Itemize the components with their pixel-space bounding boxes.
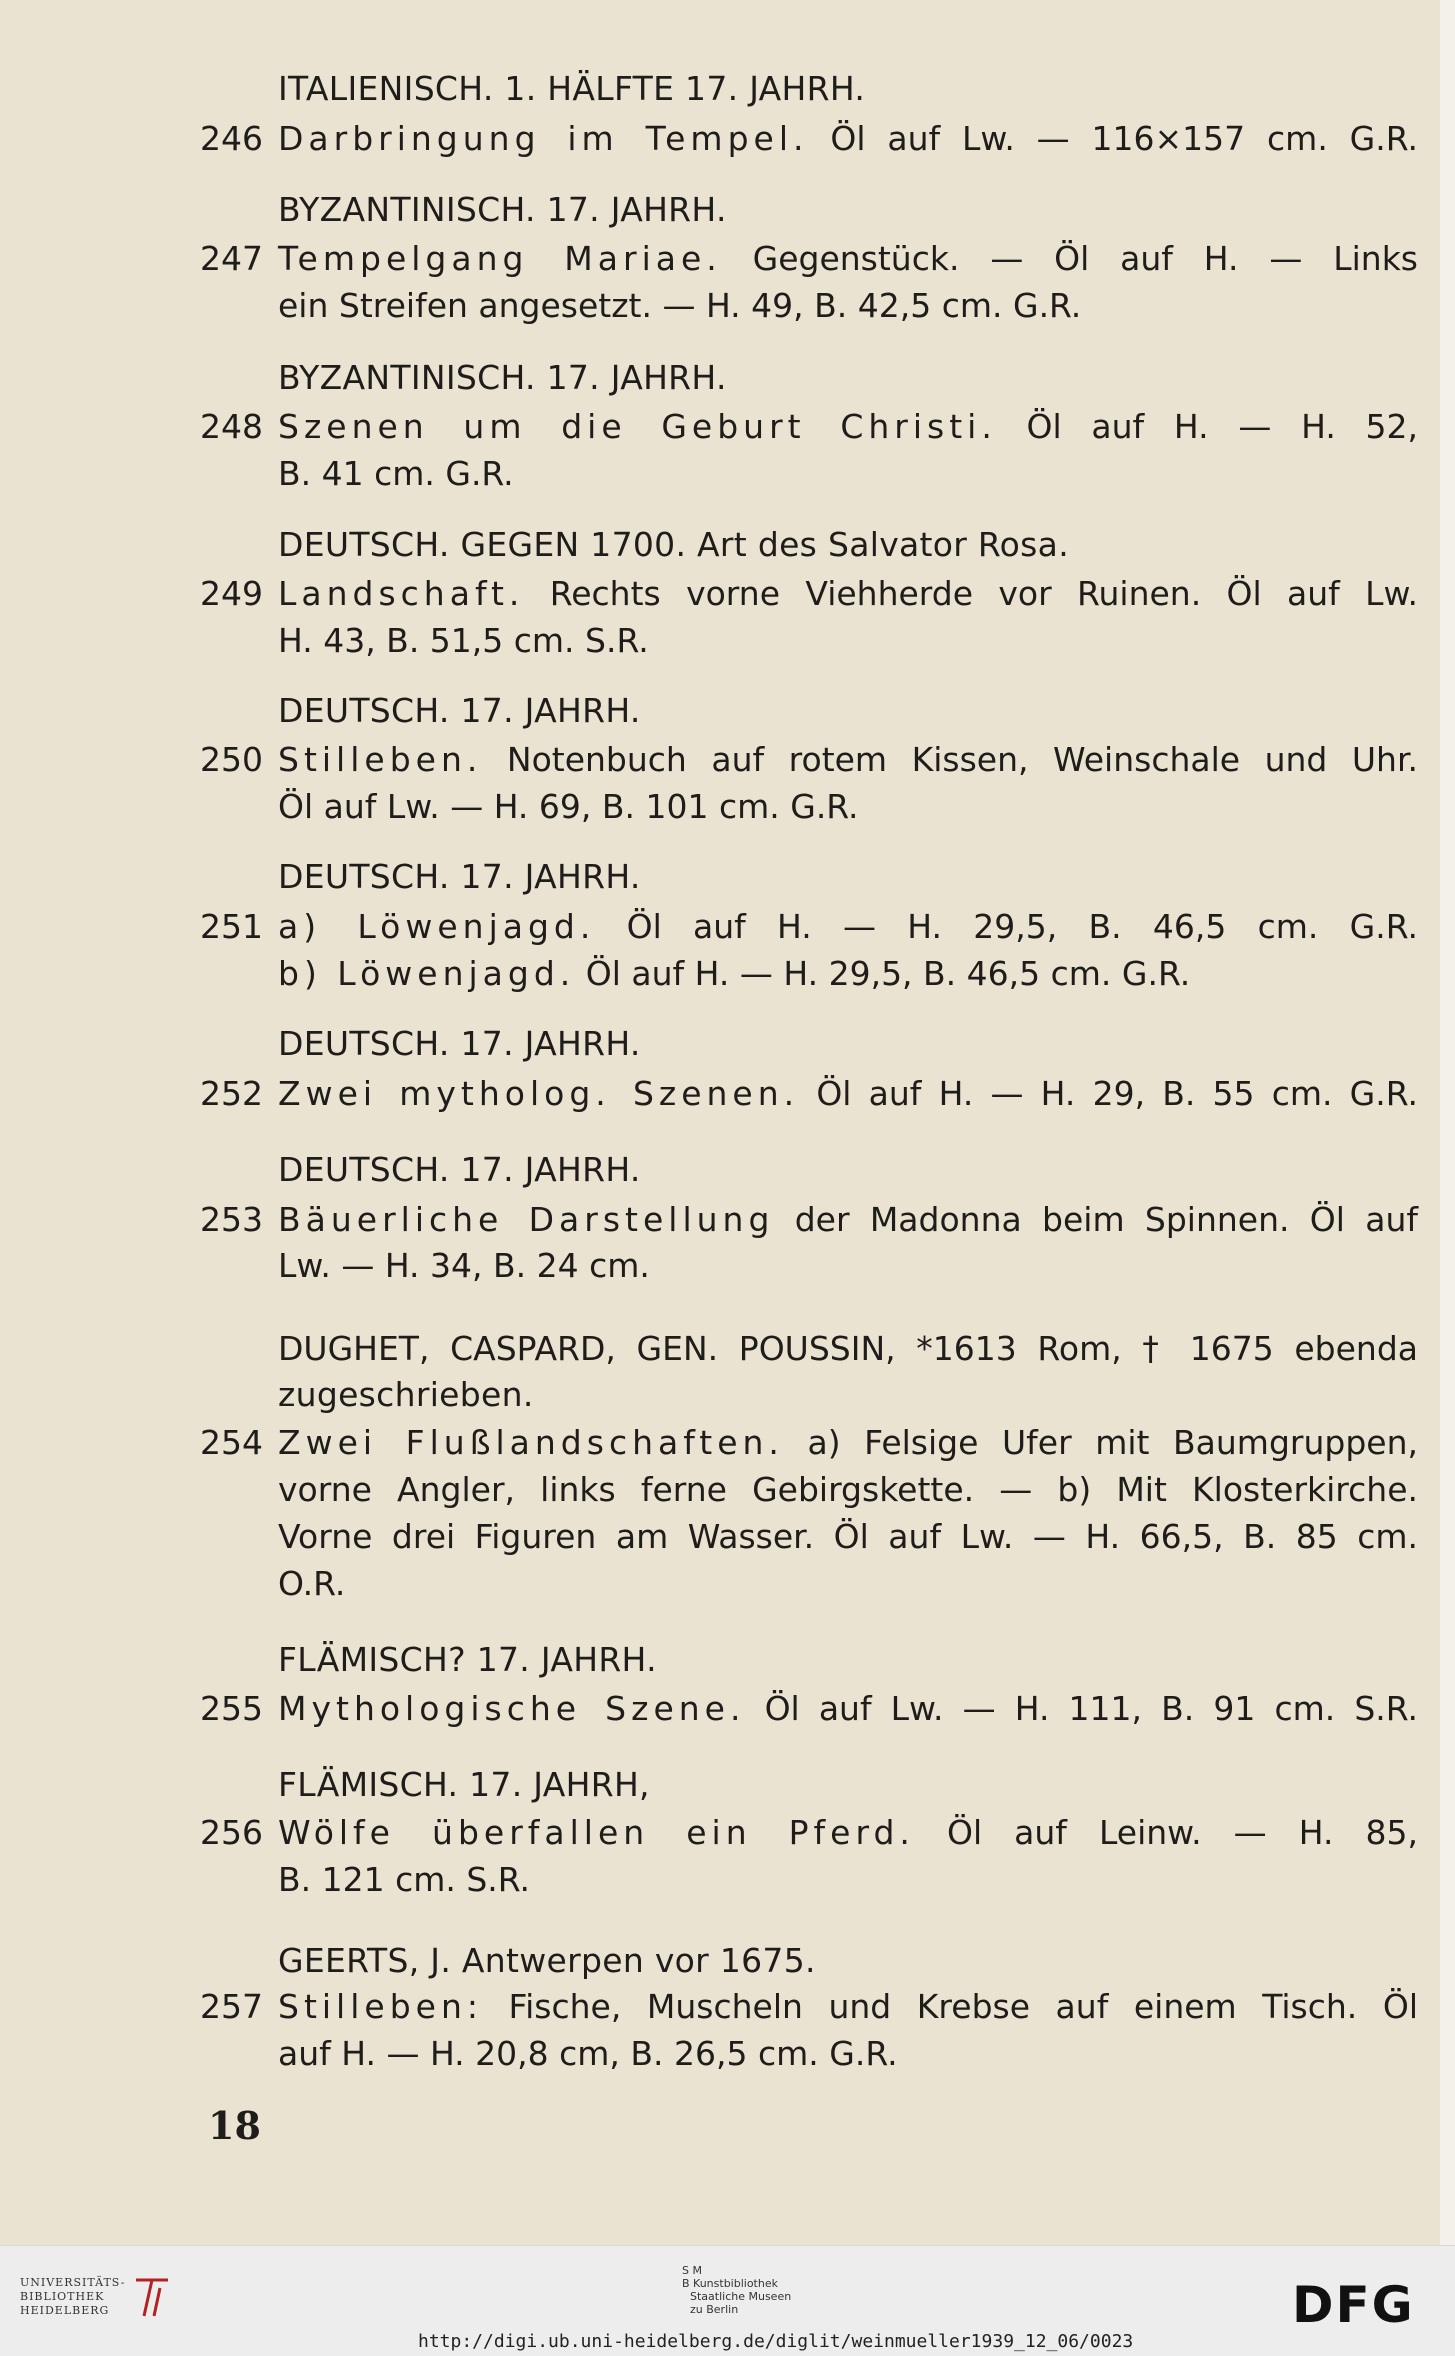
entry-title: a) Löwenjagd.	[278, 907, 596, 946]
entry-heading-continued: zugeschrieben.	[278, 1375, 534, 1414]
logo-text-line: B Kunstbibliothek	[682, 2277, 778, 2290]
entry-description: Öl auf H. — H. 52,	[996, 407, 1419, 446]
entry-line	[278, 1810, 1418, 1856]
entry-number: 252	[200, 1074, 263, 1113]
entry-line	[278, 737, 1418, 783]
entry-description: Öl auf Lw. — H. 69, B. 101 cm. G.R.	[278, 787, 859, 826]
logo-text-line: Staatliche Museen	[690, 2290, 792, 2303]
entry-title: Bäuerliche Darstellung	[278, 1200, 775, 1239]
entry-title: Darbringung im Tempel.	[278, 119, 809, 158]
entry-line	[278, 1467, 1418, 1513]
entry-number: 253	[200, 1200, 263, 1239]
entry-line	[278, 283, 1418, 329]
entry-line	[278, 1197, 1418, 1243]
entry-line	[278, 1686, 1418, 1732]
entry-line	[278, 571, 1418, 617]
entry-number: 249	[200, 574, 263, 613]
entry-heading: FLÄMISCH. 17. JAHRH,	[278, 1765, 650, 1804]
university-emblem-icon	[132, 2270, 172, 2324]
entry-line	[278, 2031, 1418, 2077]
entry-title: Szenen um die Geburt Christi.	[278, 407, 997, 446]
entry-description: Fische, Muscheln und Krebse auf einem Tisch. Öl	[482, 1987, 1418, 2026]
entry-line	[278, 784, 1418, 830]
entry-heading: FLÄMISCH? 17. JAHRH.	[278, 1640, 657, 1679]
page-number: 18	[208, 2103, 261, 2148]
entry-number: 257	[200, 1987, 263, 2026]
logo-text-line: BIBLIOTHEK	[20, 2290, 105, 2303]
entry-line	[278, 1561, 1418, 1607]
entry-number: 247	[200, 239, 263, 278]
entry-line	[278, 951, 1418, 997]
entry-line	[278, 116, 1418, 162]
dfg-logo[interactable]: DFG	[1292, 2276, 1415, 2334]
entry-heading: DEUTSCH. 17. JAHRH.	[278, 857, 641, 896]
entry-description: Rechts vorne Viehherde vor Ruinen. Öl auf Lw.	[524, 574, 1418, 613]
entry-title: Tempelgang Mariae.	[278, 239, 722, 278]
entry-line	[278, 1857, 1418, 1903]
entry-title: Wölfe überfallen ein Pferd.	[278, 1813, 915, 1852]
entry-heading: BYZANTINISCH. 17. JAHRH.	[278, 358, 727, 397]
entry-title: Stilleben.	[278, 740, 483, 779]
entry-description: vorne Angler, links ferne Gebirgskette. — b) Mit Klosterkirche.	[278, 1470, 1418, 1509]
entry-line	[278, 1420, 1418, 1466]
entry-title: Landschaft.	[278, 574, 525, 613]
entry-title: Zwei Flußlandschaften.	[278, 1423, 784, 1462]
entry-heading: DEUTSCH. GEGEN 1700. Art des Salvator Rosa.	[278, 525, 1069, 564]
logo-text-line: zu Berlin	[690, 2303, 739, 2316]
entry-line	[278, 236, 1418, 282]
entry-number: 254	[200, 1423, 263, 1462]
entry-line	[278, 1984, 1418, 2030]
entry-title: b) Löwenjagd.	[278, 954, 576, 993]
entry-description: ein Streifen angesetzt. — H. 49, B. 42,5 cm. G.R.	[278, 286, 1082, 325]
entry-description: Öl auf Lw. — H. 111, B. 91 cm. S.R.	[745, 1689, 1419, 1728]
permalink-url[interactable]: http://digi.ub.uni-heidelberg.de/diglit/weinmueller1939_12_06/0023	[418, 2331, 1134, 2352]
entry-line	[278, 1514, 1418, 1560]
entry-line	[278, 904, 1418, 950]
entry-description: Gegenstück. — Öl auf H. — Links	[721, 239, 1419, 278]
entry-number: 251	[200, 907, 263, 946]
smb-kunstbibliothek-logo[interactable]	[682, 2264, 791, 2316]
entry-title: Mythologische Szene.	[278, 1689, 746, 1728]
logo-text-line: HEIDELBERG	[20, 2304, 110, 2317]
entry-description: der Madonna beim Spinnen. Öl auf	[774, 1200, 1418, 1239]
entry-description: a) Felsige Ufer mit Baumgruppen,	[783, 1423, 1418, 1462]
entry-description: Öl auf H. — H. 29, B. 55 cm. G.R.	[799, 1074, 1418, 1113]
entry-number: 255	[200, 1689, 263, 1728]
entry-description: O.R.	[278, 1564, 346, 1603]
entry-description: Lw. — H. 34, B. 24 cm.	[278, 1246, 650, 1285]
entry-number: 246	[200, 119, 263, 158]
entry-description: B. 41 cm. G.R.	[278, 454, 514, 493]
entry-description: B. 121 cm. S.R.	[278, 1860, 531, 1899]
logo-text-line: S M	[682, 2264, 702, 2277]
entry-number: 250	[200, 740, 263, 779]
entry-heading: BYZANTINISCH. 17. JAHRH.	[278, 190, 727, 229]
entry-line	[278, 618, 1418, 664]
entry-number: 256	[200, 1813, 263, 1852]
entry-description: Öl auf Lw. — 116×157 cm. G.R.	[808, 119, 1418, 158]
entry-heading: DEUTSCH. 17. JAHRH.	[278, 1024, 641, 1063]
logo-text-line: UNIVERSITÄTS-	[20, 2276, 126, 2289]
entry-heading: DUGHET, CASPARD, GEN. POUSSIN, *1613 Rom, † 1675 ebenda	[278, 1329, 1418, 1368]
entry-number: 248	[200, 407, 263, 446]
entry-line	[278, 404, 1418, 450]
entry-line	[278, 451, 1418, 497]
page-edge	[1440, 0, 1455, 2245]
entry-description: Vorne drei Figuren am Wasser. Öl auf Lw. — H. 66,5, B. 85 cm.	[278, 1517, 1418, 1556]
entry-description: Öl auf H. — H. 29,5, B. 46,5 cm. G.R.	[595, 907, 1418, 946]
entry-title: Zwei mytholog. Szenen.	[278, 1074, 800, 1113]
entry-title: Stilleben:	[278, 1987, 483, 2026]
digitization-footer	[0, 2245, 1455, 2356]
entry-heading: DEUTSCH. 17. JAHRH.	[278, 1150, 641, 1189]
entry-description: Öl auf Leinw. — H. 85,	[914, 1813, 1418, 1852]
entry-description: H. 43, B. 51,5 cm. S.R.	[278, 621, 649, 660]
entry-heading: GEERTS, J. Antwerpen vor 1675.	[278, 1941, 816, 1980]
entry-line	[278, 1243, 1418, 1289]
entry-heading: DEUTSCH. 17. JAHRH.	[278, 691, 641, 730]
entry-description: Öl auf H. — H. 29,5, B. 46,5 cm. G.R.	[575, 954, 1191, 993]
entry-heading: ITALIENISCH. 1. HÄLFTE 17. JAHRH.	[278, 69, 866, 108]
entry-description: Notenbuch auf rotem Kissen, Weinschale und Uhr.	[482, 740, 1418, 779]
entry-description: auf H. — H. 20,8 cm, B. 26,5 cm. G.R.	[278, 2034, 898, 2073]
university-library-logo[interactable]	[20, 2276, 125, 2318]
entry-line	[278, 1071, 1418, 1117]
